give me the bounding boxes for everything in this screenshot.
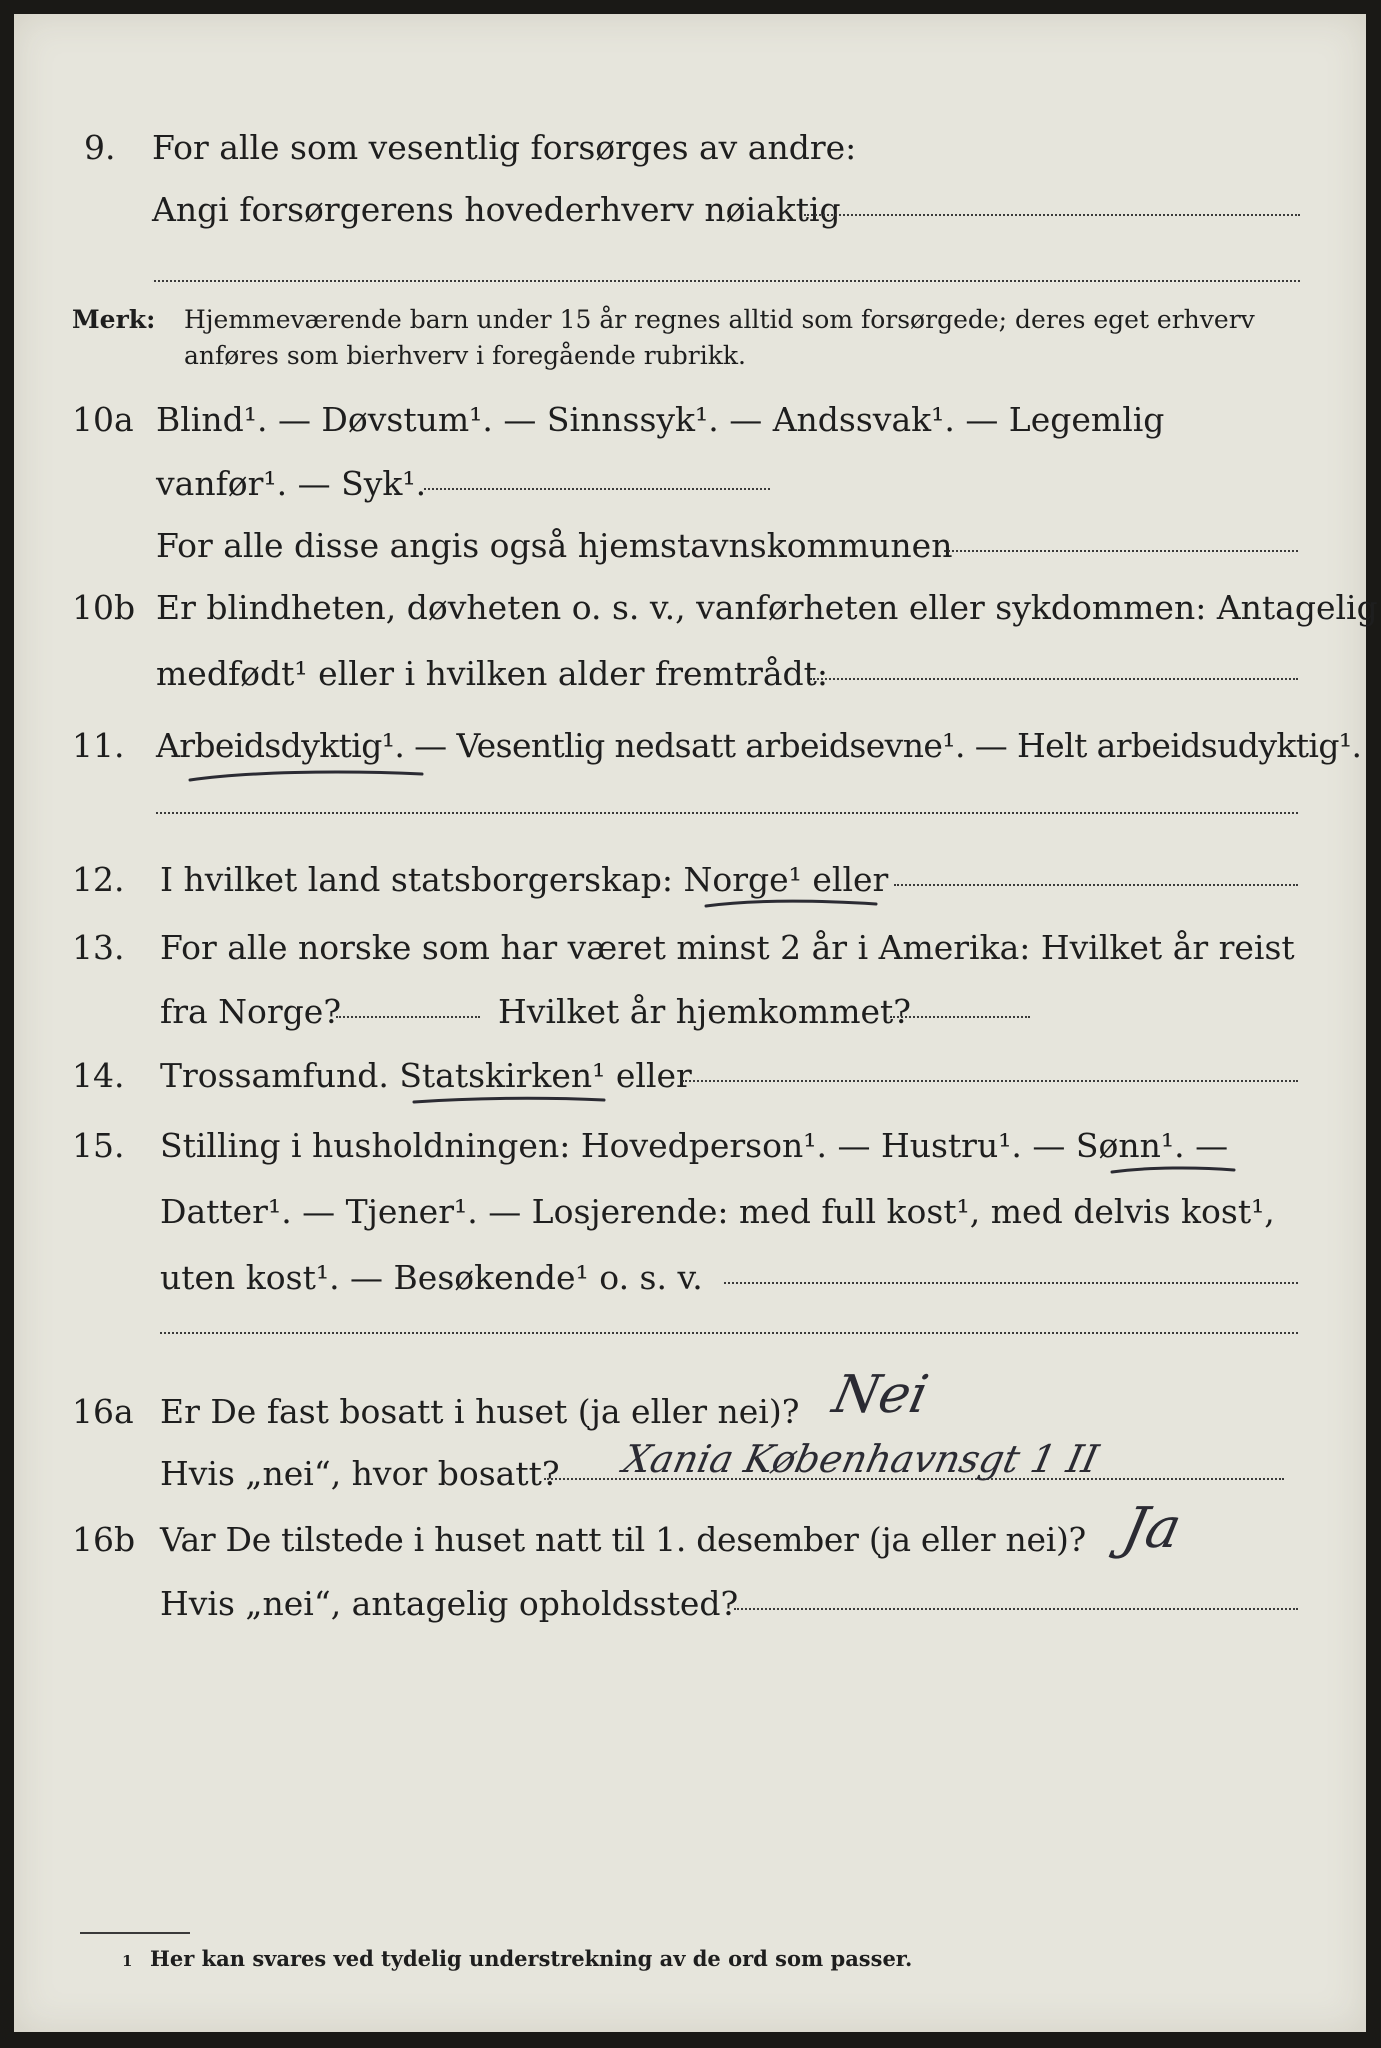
- q16a-bosatt-handwriting: Xania Københavnsgt 1 II: [619, 1437, 1103, 1481]
- q10b-number: 10b: [72, 588, 136, 627]
- q9-answer-line-2[interactable]: [154, 280, 1300, 282]
- q16b-line2: Hvis „nei“, antagelig opholdssted?: [160, 1584, 739, 1623]
- q14-number: 14.: [72, 1056, 125, 1095]
- q10a-line2: vanfør¹. — Syk¹.: [156, 464, 427, 503]
- q16a-line2: Hvis „nei“, hvor bosatt?: [160, 1454, 560, 1493]
- q11-arbeidsdyktig-underline: [186, 762, 426, 788]
- q13-line1: For alle norske som har været minst 2 år i Amerika: Hvilket år reist: [160, 928, 1295, 967]
- footnote-mark: 1: [122, 1952, 133, 1970]
- q10b-line1: Er blindheten, døvheten o. s. v., vanførheten eller sykdommen: Antagelig: [156, 588, 1378, 627]
- q16a-line1: Er De fast bosatt i huset (ja eller nei)?: [160, 1392, 800, 1431]
- census-form-page: [14, 14, 1378, 2032]
- footnote-rule: [80, 1932, 190, 1934]
- merk-line1: Hjemmeværende barn under 15 år regnes alltid som forsørgede; deres eget erhverv: [184, 305, 1255, 334]
- q9-line1: For alle som vesentlig forsørges av andre:: [152, 128, 857, 167]
- q13-reist-line[interactable]: [336, 1016, 480, 1018]
- q15-answer-line-2[interactable]: [160, 1332, 1298, 1334]
- q12-number: 12.: [72, 860, 125, 899]
- q14-answer-line[interactable]: [682, 1080, 1298, 1082]
- merk-line2: anføres som bierhverv i foregående rubrikk.: [184, 341, 746, 370]
- q10a-number: 10a: [72, 400, 134, 439]
- q10a-line3: For alle disse angis også hjemstavnskommunen: [156, 526, 953, 565]
- q16b-line1: Var De tilstede i huset natt til 1. desember (ja eller nei)?: [160, 1520, 1086, 1559]
- q12-norge-underline: [702, 894, 882, 916]
- q16a-number: 16a: [72, 1392, 134, 1431]
- q14-statskirken-underline: [410, 1090, 610, 1112]
- q12-line1: I hvilket land statsborgerskap: Norge¹ eller: [160, 860, 889, 899]
- q9-number: 9.: [84, 128, 116, 167]
- q15-line3: uten kost¹. — Besøkende¹ o. s. v.: [160, 1258, 703, 1297]
- q16b-number: 16b: [72, 1520, 136, 1559]
- q10a-line1: Blind¹. — Døvstum¹. — Sinnssyk¹. — Andssvak¹. — Legemlig: [156, 400, 1165, 439]
- q10b-answer-line[interactable]: [810, 678, 1298, 680]
- q10a-answer-line[interactable]: [424, 488, 770, 490]
- q15-number: 15.: [72, 1126, 125, 1165]
- q10b-line2: medfødt¹ eller i hvilken alder fremtrådt:: [156, 654, 829, 693]
- q15-answer-line[interactable]: [724, 1282, 1298, 1284]
- q9-answer-line[interactable]: [804, 214, 1300, 216]
- q16b-answer-handwriting: Ja: [1117, 1496, 1187, 1561]
- q11-line1: Arbeidsdyktig¹. — Vesentlig nedsatt arbeidsevne¹. — Helt arbeidsudyktig¹.: [156, 726, 1362, 765]
- q16a-answer-handwriting: Nei: [827, 1365, 934, 1425]
- q13-line2a: fra Norge?: [160, 992, 342, 1031]
- q15-sonn-underline: [1108, 1160, 1238, 1182]
- q9-line2: Angi forsørgerens hovederhverv nøiaktig: [152, 190, 841, 229]
- q16b-answer-line[interactable]: [734, 1608, 1298, 1610]
- q13-line2b: Hvilket år hjemkommet?: [498, 992, 911, 1031]
- q15-line2: Datter¹. — Tjener¹. — Losjerende: med full kost¹, med delvis kost¹,: [160, 1192, 1275, 1231]
- q13-hjemkommet-line[interactable]: [890, 1016, 1030, 1018]
- q14-line1: Trossamfund. Statskirken¹ eller: [160, 1056, 692, 1095]
- q12-answer-line[interactable]: [894, 884, 1298, 886]
- footnote-text: Her kan svares ved tydelig understrekning av de ord som passer.: [150, 1946, 913, 1971]
- q13-number: 13.: [72, 928, 125, 967]
- q11-number: 11.: [72, 726, 125, 765]
- q10a-hjemstavn-line[interactable]: [944, 550, 1298, 552]
- q11-answer-line[interactable]: [156, 812, 1298, 814]
- merk-label: Merk:: [72, 305, 156, 334]
- q15-line1: Stilling i husholdningen: Hovedperson¹. — Hustru¹. — Sønn¹. —: [160, 1126, 1229, 1165]
